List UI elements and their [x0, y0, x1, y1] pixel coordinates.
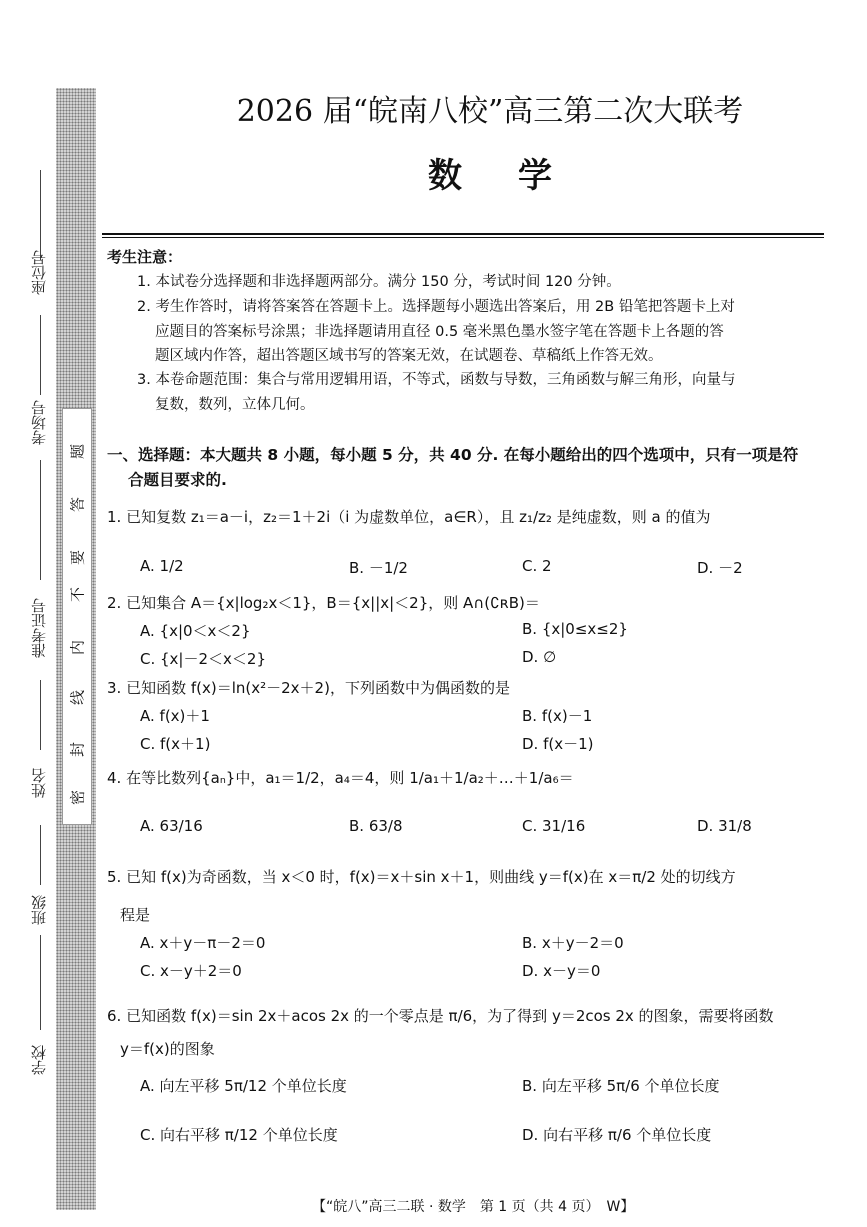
question-4-stem: 4. 在等比数列{aₙ}中，a₁＝1/2，a₄＝4，则 1/a₁＋1/a₂＋…＋1/a₆＝ — [107, 769, 574, 787]
page-footer: 【“皖八”高三二联 · 数学 第 1 页（共 4 页） W】 — [312, 1199, 635, 1215]
question-6-option-a: A. 向左平移 5π/12 个单位长度 — [140, 1077, 347, 1095]
question-5-stem: 5. 已知 f(x)为奇函数，当 x＜0 时，f(x)＝x＋sin x＋1，则曲线 y＝f(x)在 x＝π/2 处的切线方 — [107, 868, 736, 886]
question-1-option-d: D. －2 — [697, 559, 743, 577]
seal-char: 题 — [68, 444, 87, 460]
question-5-stem-cont: 程是 — [120, 906, 151, 924]
school-label: 学校 — [30, 1045, 48, 1075]
notice-line: 应题目的答案标号涂黑；非选择题请用直径 0.5 毫米黑色墨水签字笔在答题卡上各题的答 — [155, 324, 724, 340]
question-1-option-b: B. －1/2 — [349, 559, 408, 577]
seal-char: 内 — [68, 640, 87, 656]
notice-line: 3. 本卷命题范围：集合与常用逻辑用语，不等式，函数与导数，三角函数与解三角形，向量与 — [137, 372, 736, 388]
notice-line: 复数，数列，立体几何。 — [155, 397, 315, 413]
section-heading-cont: 合题目要求的. — [128, 471, 227, 489]
question-1-option-a: A. 1/2 — [140, 557, 184, 575]
seat-number-line — [40, 170, 41, 260]
exam-room-line — [40, 315, 41, 395]
question-3-option-d: D. f(x－1) — [522, 735, 594, 753]
subject-title: 数学 — [428, 156, 608, 196]
question-6-option-c: C. 向右平移 π/12 个单位长度 — [140, 1126, 338, 1144]
question-5-option-d: D. x－y＝0 — [522, 962, 601, 980]
exam-title: 2026 届“皖南八校”高三第二次大联考 — [236, 94, 744, 129]
question-4-option-d: D. 31/8 — [697, 817, 752, 835]
question-1-option-c: C. 2 — [522, 557, 552, 575]
question-4-option-a: A. 63/16 — [140, 817, 203, 835]
question-2-stem: 2. 已知集合 A＝{x|log₂x＜1}，B＝{x||x|＜2}，则 A∩(∁ʀB)＝ — [107, 594, 540, 612]
question-5-option-a: A. x＋y－π－2＝0 — [140, 934, 266, 952]
question-3-option-c: C. f(x＋1) — [140, 735, 211, 753]
class-line — [40, 825, 41, 885]
seal-char: 密 — [68, 790, 87, 806]
ticket-number-line — [40, 460, 41, 580]
name-label: 姓名 — [30, 768, 48, 798]
question-2-option-a: A. {x|0＜x＜2} — [140, 622, 251, 640]
exam-room-label: 考场号 — [30, 400, 48, 445]
ticket-number-label: 准考证号 — [30, 598, 48, 658]
question-5-option-b: B. x＋y－2＝0 — [522, 934, 624, 952]
notice-line: 2. 考生作答时，请将答案答在答题卡上。选择题每小题选出答案后，用 2B 铅笔把答题卡上对 — [137, 299, 735, 315]
seal-warning-box — [62, 408, 92, 825]
notice-line: 题区域内作答，超出答题区域书写的答案无效，在试题卷、草稿纸上作答无效。 — [155, 348, 663, 364]
question-3-option-b: B. f(x)－1 — [522, 707, 593, 725]
question-2-option-c: C. {x|－2＜x＜2} — [140, 650, 266, 668]
notice-heading: 考生注意： — [107, 248, 183, 266]
question-4-option-b: B. 63/8 — [349, 817, 403, 835]
question-5-option-c: C. x－y＋2＝0 — [140, 962, 242, 980]
name-line — [40, 680, 41, 750]
question-6-option-b: B. 向左平移 5π/6 个单位长度 — [522, 1077, 720, 1095]
question-6-option-d: D. 向右平移 π/6 个单位长度 — [522, 1126, 712, 1144]
section-heading: 一、选择题：本大题共 8 小题，每小题 5 分，共 40 分. 在每小题给出的四个选项中，只有一项是符 — [107, 446, 799, 464]
seal-char: 线 — [68, 690, 87, 706]
question-1-stem: 1. 已知复数 z₁＝a－i，z₂＝1＋2i（i 为虚数单位，a∈R），且 z₁/z₂ 是纯虚数，则 a 的值为 — [107, 508, 711, 526]
header-rule-thin — [102, 237, 824, 238]
question-3-stem: 3. 已知函数 f(x)＝ln(x²－2x＋2)，下列函数中为偶函数的是 — [107, 679, 510, 697]
question-6-stem: 6. 已知函数 f(x)＝sin 2x＋acos 2x 的一个零点是 π/6，为了得到 y＝2cos 2x 的图象，需要将函数 — [107, 1007, 774, 1025]
question-2-option-d: D. ∅ — [522, 648, 557, 666]
question-6-stem-cont: y＝f(x)的图象 — [120, 1040, 215, 1058]
seal-char: 不 — [68, 587, 87, 603]
class-label: 班级 — [30, 895, 48, 925]
seal-char: 封 — [68, 742, 87, 758]
question-2-option-b: B. {x|0≤x≤2} — [522, 620, 628, 638]
header-rule — [102, 233, 824, 235]
seat-number-label: 座位号 — [30, 250, 48, 295]
question-4-option-c: C. 31/16 — [522, 817, 586, 835]
notice-line: 1. 本试卷分选择题和非选择题两部分。满分 150 分，考试时间 120 分钟。 — [137, 274, 621, 290]
seal-char: 答 — [68, 497, 87, 513]
school-line — [40, 935, 41, 1030]
question-3-option-a: A. f(x)＋1 — [140, 707, 210, 725]
seal-char: 要 — [68, 550, 87, 566]
